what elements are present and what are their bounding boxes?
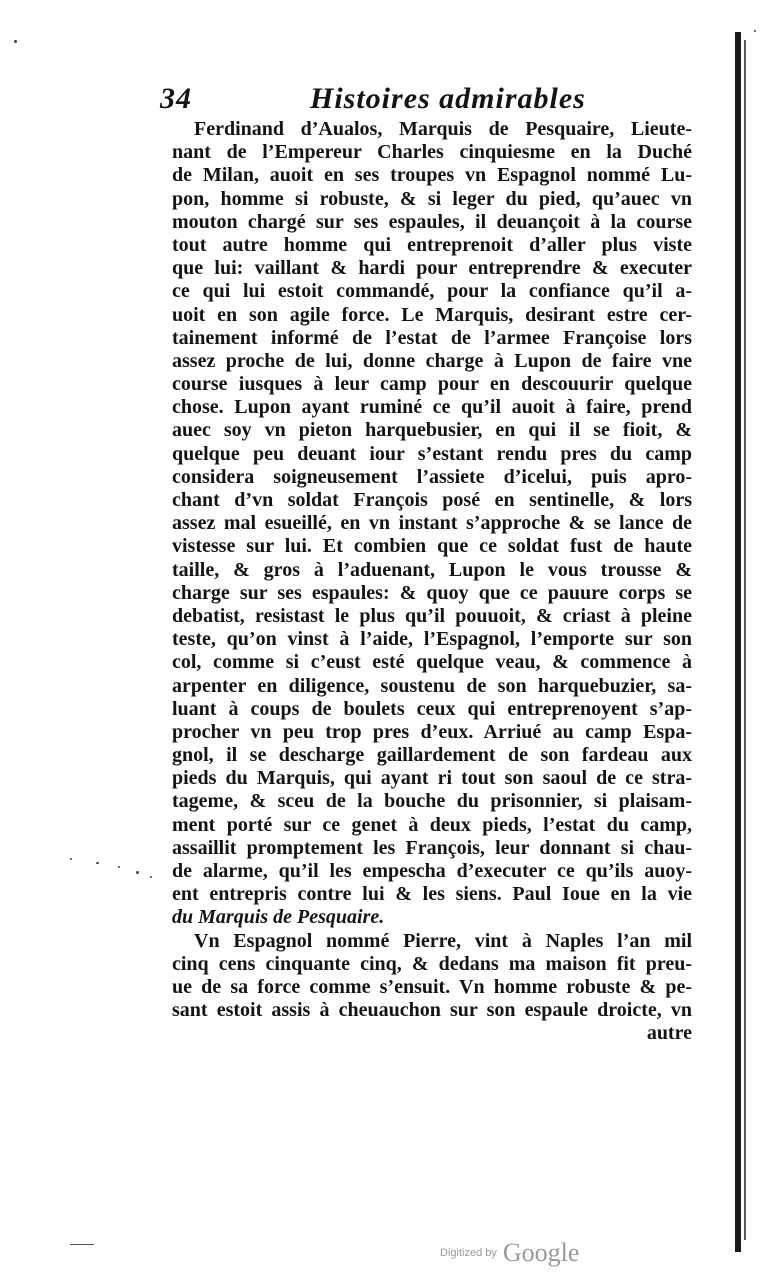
text-line: assaillit promptement les François, leur donnant si chau- bbox=[172, 836, 692, 859]
text-line: debatist, resistast le plus qu’il pouuoit, & criast à pleine bbox=[172, 604, 692, 627]
page-edge-line bbox=[744, 40, 746, 1240]
text-line: pon, homme si robuste, & si leger du pied, qu’auec vn bbox=[172, 187, 692, 210]
text-line: chose. Lupon ayant ruminé ce qu’il auoit à faire, prend bbox=[172, 396, 692, 419]
text-line: assez mal esueillé, en vn instant s’approche & se lance de bbox=[172, 512, 692, 535]
text-line: assez proche de lui, donne charge à Lupon de faire vne bbox=[172, 349, 692, 372]
text-line: luant à coups de boulets ceux qui entreprenoyent s’ap- bbox=[172, 697, 692, 720]
citation-line: du Marquis de Pesquaire. bbox=[172, 906, 385, 929]
text-line: arpenter en diligence, soustenu de son harquebuzier, sa- bbox=[172, 674, 692, 697]
text-line: sant estoit assis à cheuauchon sur son espaule droicte, vn bbox=[172, 999, 692, 1022]
text-line: cinq cens cinquante cinq, & dedans ma maison fit preu- bbox=[172, 952, 692, 975]
text-line: mouton chargé sur ses espaules, il deuançoit à la course bbox=[172, 210, 692, 233]
scan-speck bbox=[14, 40, 17, 43]
scan-speck bbox=[136, 871, 139, 874]
scan-speck bbox=[96, 862, 99, 864]
text-line: pieds du Marquis, qui ayant ri tout son saoul de ce stra- bbox=[172, 767, 692, 790]
running-head: Histoires admirables bbox=[310, 82, 586, 115]
page-edge-shadow bbox=[735, 32, 741, 1252]
catchword: autre bbox=[646, 1022, 692, 1045]
text-line: ent entrepris contre lui & les siens. Paul Ioue en la vie bbox=[172, 883, 692, 906]
text-line: considera soigneusement l’assiete d’icelui, puis apro- bbox=[172, 465, 692, 488]
watermark-small-text: Digitized by bbox=[440, 1247, 497, 1259]
text-line: tainement informé de l’estat de l’armee Françoise lors bbox=[172, 326, 692, 349]
watermark-logo-text: Google bbox=[502, 1238, 580, 1267]
text-line: tageme, & sceu de la bouche du prisonnier, si plaisam- bbox=[172, 790, 692, 813]
text-line: auec soy vn pieton harquebusier, en qui il se fioit, & bbox=[172, 419, 692, 442]
text-line: ment porté sur ce genet à deux pieds, l’estat du camp, bbox=[172, 813, 692, 836]
digitized-watermark bbox=[440, 1238, 610, 1272]
scan-speck bbox=[70, 858, 72, 860]
text-line: tout autre homme qui entreprenoit d’aller plus viste bbox=[172, 233, 692, 256]
footer-mark bbox=[70, 1244, 94, 1245]
text-line: quelque peu deuant iour s’estant rendu pres du camp bbox=[172, 442, 692, 465]
page-header bbox=[160, 82, 720, 122]
scan-speck bbox=[150, 876, 152, 878]
body-text bbox=[172, 118, 692, 1046]
scan-speck bbox=[754, 30, 756, 32]
text-line: course iusques à leur camp pour en descouurir quelque bbox=[172, 373, 692, 396]
page-number: 34 bbox=[160, 82, 192, 115]
scan-speck bbox=[118, 866, 120, 868]
text-line: ue de sa force comme s’ensuit. Vn homme robuste & pe- bbox=[172, 975, 692, 998]
text-line: que lui: vaillant & hardi pour entreprendre & executer bbox=[172, 257, 692, 280]
text-line: procher vn peu trop pres d’eux. Arriué au camp Espa- bbox=[172, 720, 692, 743]
text-line: col, comme si c’eust esté quelque veau, & commence à bbox=[172, 651, 692, 674]
text-line: ce qui lui estoit commandé, pour la confiance qu’il a- bbox=[172, 280, 692, 303]
text-line: nant de l’Empereur Charles cinquiesme en la Duché bbox=[172, 141, 692, 164]
text-line: taille, & gros à l’aduenant, Lupon le vous trousse & bbox=[172, 558, 692, 581]
text-line: de Milan, auoit en ses troupes vn Espagnol nommé Lu- bbox=[172, 164, 692, 187]
text-line: Vn Espagnol nommé Pierre, vint à Naples l’an mil bbox=[194, 929, 692, 952]
text-line: gnol, il se descharge gaillardement de son fardeau aux bbox=[172, 744, 692, 767]
text-line: chant d’vn soldat François posé en sentinelle, & lors bbox=[172, 489, 692, 511]
text-line: de alarme, qu’il les empescha d’executer ce qu’ils auoy- bbox=[172, 860, 692, 882]
text-line: teste, qu’on vinst à l’aide, l’Espagnol, l’emporte sur son bbox=[172, 628, 692, 651]
text-line: vistesse sur lui. Et combien que ce soldat fust de haute bbox=[172, 535, 692, 558]
text-line: uoit en son agile force. Le Marquis, desirant estre cer- bbox=[172, 303, 692, 326]
text-line: Ferdinand d’Aualos, Marquis de Pesquaire, Lieute- bbox=[194, 118, 692, 140]
text-line: charge sur ses espaules: & quoy que ce pauure corps se bbox=[172, 581, 692, 604]
